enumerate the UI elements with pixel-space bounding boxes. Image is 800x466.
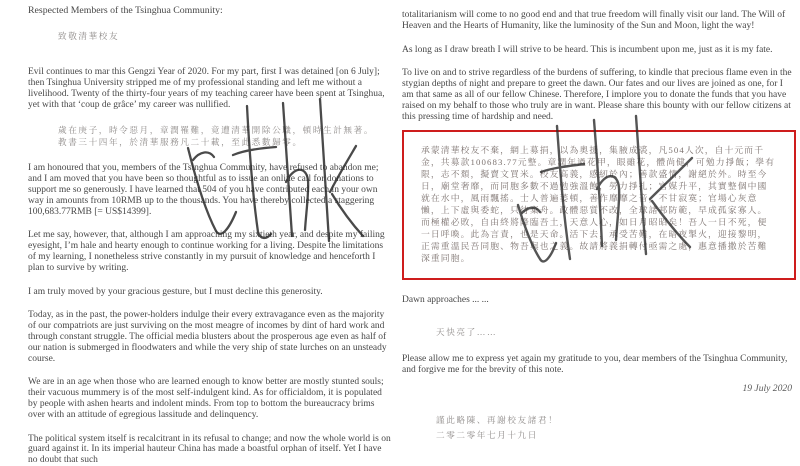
closing-chinese-line1: 謹此略陳、再謝校友諸君！ [436, 415, 559, 426]
paragraph-truly-moved: I am truly moved by your gracious gesture, but I must decline this generosity. [28, 286, 323, 297]
paragraph-political-system: The political system itself is recalcitrant in its refusal to change; and now the whole world is on guard against it. In its imperial hauteur China has made a boastful orphan of itself. Yet I have no doubt that such [28, 433, 391, 466]
salutation-english: Respected Members of the Tsinghua Community: [28, 5, 223, 16]
paragraph-honoured: I am honoured that you, members of the Tsinghua Community, have refused to abandon me; and I am moved that you have been so thoughtful as to issue an online call for donations to support me so generously. I have learned that 504 of you have contributed each in your own way in amounts from 10RMB up to the thousands. You have thereby collected a staggering 100,683.77RMB [= US$14399]. [28, 163, 379, 217]
paragraph-gratitude: Please allow me to express yet again my gratitude to you, dear members of the Tsinghua Community, and forgive me for the brevity of this note. [402, 353, 788, 375]
paragraph-let-me-say: Let me say, however, that, although I am approaching my sixtieth year, and despite my failing eyesight, I’m hale and hearty enough to continue working for a living. Despite the limitations of my learning, I nonetheless strive constantly in my pursuit of knowledge and henceforth I plan to survive by writing. [28, 230, 385, 273]
paragraph-live-on: To live on and to strive regardless of the burdens of suffering, to kindle that precious flame even in the stygian depths of night and prepare to greet the dawn. Our fates and our lives are joined as one, for I am that same as all of our fellow Chinese. Therefore, I implore you to donate the funds that you have raised on my behalf to those who truly are in want. Please share this bounty with our fellow citizens at this pressing time of hardship and need. [402, 68, 792, 122]
donation-statement-box [402, 130, 796, 280]
paragraph-chinese-gengzi: 歲在庚子，時令惡月，章潤罹難，竟遭清華開除公職，頓時生計無著。教書三十四年，於清華服務凡二十載，至此悉數歸零。 [58, 125, 375, 147]
paragraph-draw-breath: As long as I draw breath I will strive to be heard. This is incumbent upon me, just as it is my fate. [402, 44, 773, 55]
boxed-chinese-statement: 承蒙清華校友不棄，網上募捐，以為奧援，集腋成裘，凡504人次，自十元而千金，共募款100683.77元整。章潤年過花甲，眼雖花，體尚健，可勉力掙飯；學有限，志不頹，擬賣文買米。校友高義，感紉於內；善款盛情，謝絕於外。時至今日，廟堂奢靡，而同胞多數不過勉強溫飽，勞力掙扎；官媒升平，其實整個中國就在水中，風雨飄搖。士人普遍萎頓，善作靡靡之音，不甘寂寞；官場心灰意懶，上下虛與委蛇，只待棄舟。政體惡質不改，全球諸邦防範，早成孤家寡人。而極權必敗，自由終將降臨吾土，天意人心，如日月昭昭矣！吾人一日不死，便一日呼喚。此為言責，也是天命。活下去，承受苦難，在暗夜掣火，迎接黎明，正需重溫民吾同胞、物吾與也之義。故請將義捐轉付亟需之處，惠意播撒於苦難深重同胞。 [421, 145, 776, 263]
right-page [402, 10, 796, 443]
dawn-approaches-line: Dawn approaches ... ... [402, 295, 489, 306]
paragraph-totalitarianism: totalitarianism will come to no good end and that true freedom will finally visit our land. The Will of Heaven and the Hearts of Humanity, like the luminosity of the Sun and Moon, light the way! [402, 10, 786, 31]
salutation-chinese: 致敬清華校友 [58, 30, 120, 41]
dawn-chinese-line: 天快亮了…… [436, 327, 498, 338]
date-line: 19 July 2020 [742, 383, 792, 395]
closing-chinese [436, 413, 796, 443]
left-page [28, 6, 392, 466]
paragraph-age-stunted-souls: We are in an age when those who are learned enough to know better are mostly stunted souls; their vacuous mummery is of the most self-indulgent kind. As for officialdom, it is populated by people with ashen hearts and indolent minds. From top to bottom the bureaucracy brims over with an attitude of egregious lassitude and delinquency. [28, 377, 384, 420]
closing-chinese-line2: 二零二零年七月十九日 [436, 430, 538, 441]
paragraph-evil-continues: Evil continues to mar this Gengzi Year of 2020. For my part, first I was detained [on 6 July]; then Tsinghua University stripped me of my professional standing and left me without a livelihood. Twenty of the thirty-four years of my teaching career have been spent at Tsinghua, yet with that ‘coup de grâce’ my career was nullified. [28, 67, 385, 110]
paragraph-today-power-holders: Today, as in the past, the power-holders indulge their every extravagance even as the majority of our compatriots are just surviving on the most meagre of incomes by dint of hard work and through constant struggle. The official media blusters about the prosperous age even as half of our nation is submerged in floodwaters and while the very ship of state lurches on an unsteady course. [28, 310, 387, 364]
